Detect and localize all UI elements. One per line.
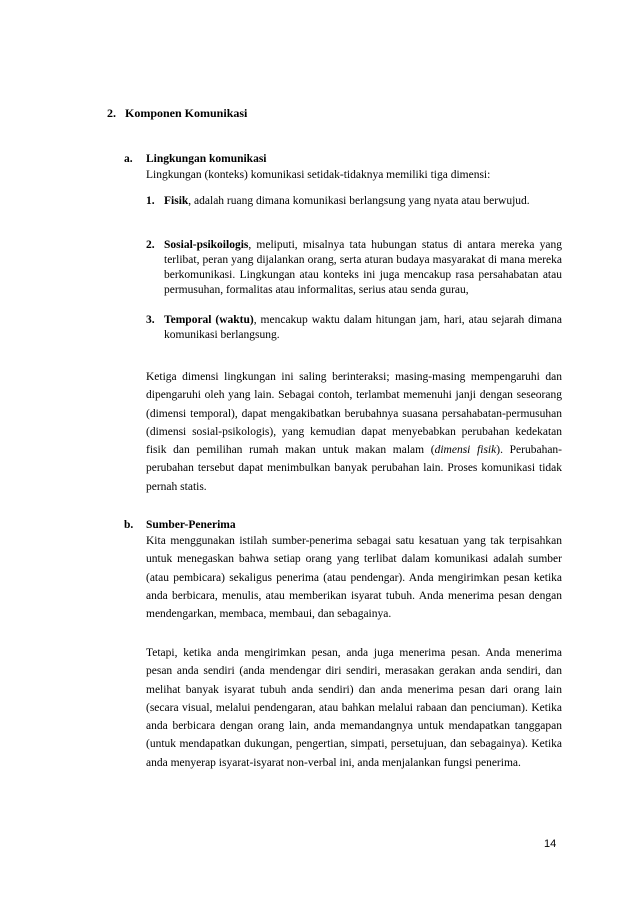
item-text bbox=[164, 313, 562, 343]
item-description: , adalah ruang dimana komunikasi berlangsung yang nyata atau berwujud. bbox=[188, 195, 530, 207]
item-number: 2. bbox=[146, 239, 155, 251]
paragraph-italic-term: dimensi fisik bbox=[434, 444, 497, 457]
item-number: 3. bbox=[146, 314, 155, 326]
item-number: 1. bbox=[146, 195, 155, 207]
item-description: , meliputi, misalnya tata hubungan status di antara mereka yang terlibat, peran yang dijalankan orang, serta aturan budaya masyarakat di mana mereka berkomunikasi. Lingkungan atau konteks ini juga mencakup rasa persahabatan atau permusuhan, formalitas atau informalitas, serius atau senda gurau, bbox=[164, 239, 562, 296]
paragraph-text-start: Ketiga dimensi lingkungan ini saling berinteraksi; masing-masing mempengaruhi dan dipengaruhi oleh yang lain. Sebagai contoh, terlambat memenuhi janji dengan seseorang (dimensi temporal), dapat mengakibatkan berubahnya suasana persahabatan-permusuhan (dimensi sosial-psikologis), yang kemudian dapat menyebabkan perubahan kedekatan fisik dan pemilihan rumah makan untuk makan malam ( bbox=[146, 371, 562, 457]
subsection-b-marker: b. bbox=[124, 519, 134, 531]
subsection-a-intro: Lingkungan (konteks) komunikasi setidak-tidaknya memiliki tiga dimensi: bbox=[146, 169, 491, 181]
subsection-a-title: Lingkungan komunikasi bbox=[146, 153, 267, 165]
item-text bbox=[164, 238, 562, 298]
subsection-b-title: Sumber-Penerima bbox=[146, 519, 236, 531]
paragraph-source-receiver-2: Tetapi, ketika anda mengirimkan pesan, anda juga menerima pesan. Anda menerima pesan anda sendiri (anda mendengar diri sendiri, merasakan gerakan anda sendiri, dan melihat banyak isyarat tubuh anda sendiri) dan anda menerima pesan dari orang lain (secara visual, melalui pendengaran, atau bahkan melalui rabaan dan penciuman). Ketika anda berbicara dengan orang lain, anda memandangnya untuk mendapatkan tanggapan (untuk mendapatkan dukungan, pengertian, simpati, persetujuan, dan sebagainya). Ketika anda menyerap isyarat-isyarat non-verbal ini, anda menjalankan fungsi penerima. bbox=[146, 647, 562, 769]
paragraph-source-receiver-1: Kita menggunakan istilah sumber-penerima sebagai satu kesatuan yang tak terpisahkan untuk menegaskan bahwa setiap orang yang terlibat dalam komunikasi adalah sumber (atau pembicara) sekaligus penerima (atau pendengar). Anda mengirimkan pesan ketika anda berbicara, menulis, atau memberikan isyarat tubuh. Anda menerima pesan dengan mendengarkan, membaca, membaui, dan sebagainya. bbox=[146, 535, 562, 621]
page-number: 14 bbox=[544, 838, 557, 850]
item-term: Fisik bbox=[164, 195, 189, 207]
paragraph-dimensions bbox=[146, 368, 562, 496]
item-term: Temporal (waktu) bbox=[164, 314, 254, 326]
subsection-a-marker: a. bbox=[124, 153, 133, 165]
item-text bbox=[164, 192, 562, 210]
section-number: 2. bbox=[107, 106, 116, 120]
item-term: Sosial-psikoilogis bbox=[164, 239, 249, 251]
paragraph-text-end: ). Perubahan-perubahan tersebut dapat menimbulkan banyak perubahan lain. Proses komunikasi tidak pernah statis. bbox=[146, 444, 562, 493]
item-description: , mencakup waktu dalam hitungan jam, hari, atau sejarah dimana komunikasi berlangsung. bbox=[164, 314, 562, 341]
section-heading bbox=[107, 106, 247, 121]
section-title: Komponen Komunikasi bbox=[125, 106, 248, 120]
